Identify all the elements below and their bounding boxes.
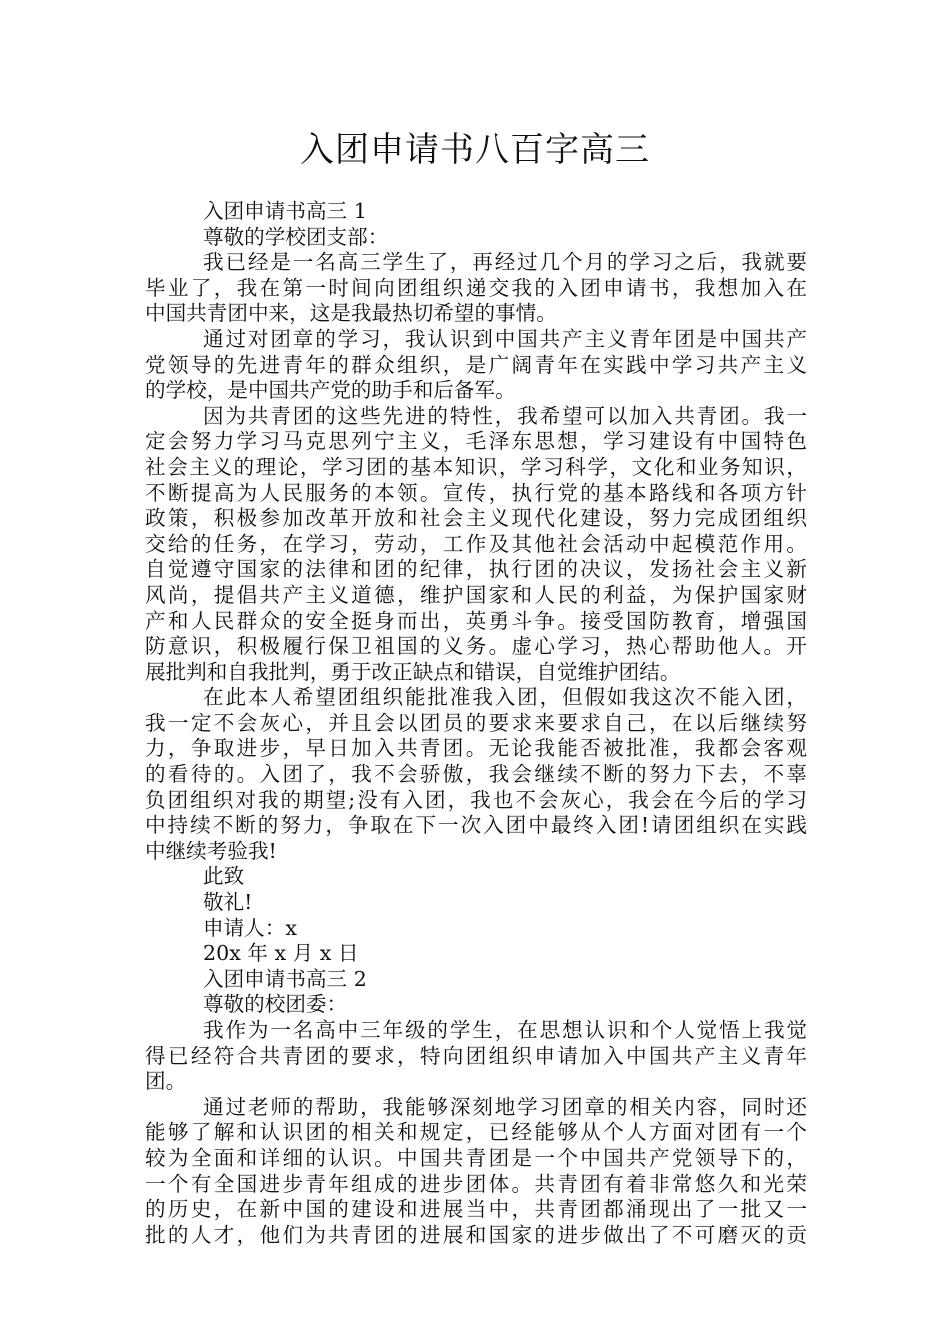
- text-line: 得已经符合共青团的要求，特向团组织申请加入中国共产主义青年: [145, 1043, 807, 1068]
- document-body: [145, 199, 807, 1248]
- text-line: 我作为一名高中三年级的学生，在思想认识和个人觉悟上我觉: [203, 1018, 807, 1042]
- text-line: 申请人：x: [203, 915, 297, 940]
- text-line: 在此本人希望团组织能批准我入团，但假如我这次不能入团，: [203, 685, 807, 710]
- text-line: 党领导的先进青年的群众组织，是广阔青年在实践中学习共产主义: [145, 352, 807, 377]
- text-line: 一个有全国进步青年组成的进步团体。共青团有着非常悠久和光荣: [145, 1171, 807, 1196]
- text-line: 入团申请书高三 1: [203, 199, 367, 223]
- text-line: 20x 年 x 月 x 日: [203, 941, 359, 966]
- text-line: 我已经是一名高三学生了，再经过几个月的学习之后，我就要: [203, 250, 807, 275]
- text-line: 较为全面和详细的认识。中国共青团是一个中国共产党领导下的，: [145, 1145, 807, 1170]
- text-line: 入团申请书高三 2: [203, 966, 367, 991]
- text-line: 社会主义的理论，学习团的基本知识，学习科学，文化和业务知识，: [145, 454, 807, 479]
- text-line: 尊敬的学校团支部：: [203, 224, 389, 249]
- text-line: 能够了解和认识团的相关和规定，已经能够从个人方面对团有一个: [145, 1120, 807, 1145]
- text-line: 的看待的。入团了，我不会骄傲，我会继续不断的努力下去，不辜: [145, 762, 807, 787]
- text-line: 团。: [145, 1069, 187, 1094]
- text-line: 毕业了，我在第一时间向团组织递交我的入团申请书，我想加入在: [145, 275, 807, 300]
- text-line: 政策，积极参加改革开放和社会主义现代化建设，努力完成团组织: [145, 506, 807, 531]
- text-line: 此致: [203, 864, 245, 889]
- text-line: 不断提高为人民服务的本领。宣传，执行党的基本路线和各项方针: [145, 480, 807, 505]
- text-line: 通过老师的帮助，我能够深刻地学习团章的相关内容，同时还: [203, 1094, 807, 1119]
- text-line: 定会努力学习马克思列宁主义，毛泽东思想，学习建设有中国特色: [145, 429, 807, 454]
- text-line: 的学校，是中国共产党的助手和后备军。: [145, 378, 516, 403]
- text-line: 尊敬的校团委：: [203, 992, 348, 1017]
- text-line: 风尚，提倡共产主义道德，维护国家和人民的利益，为保护国家财: [145, 582, 807, 607]
- text-line: 负团组织对我的期望;没有入团，我也不会灰心，我会在今后的学习: [145, 787, 807, 812]
- text-line: 中继续考验我!: [145, 838, 277, 863]
- text-line: 通过对团章的学习，我认识到中国共产主义青年团是中国共产: [203, 326, 807, 351]
- text-line: 力，争取进步，早日加入共青团。无论我能否被批准，我都会客观: [145, 736, 807, 761]
- document-title: 入团申请书八百字高三: [300, 130, 650, 170]
- text-line: 展批判和自我批判，勇于改正缺点和错误，自觉维护团结。: [145, 659, 681, 684]
- text-line: 中国共青团中来，这是我最热切希望的事情。: [145, 301, 557, 326]
- text-line: 因为共青团的这些先进的特性，我希望可以加入共青团。我一: [203, 403, 807, 428]
- text-line: 自觉遵守国家的法律和团的纪律，执行团的决议，发扬社会主义新: [145, 557, 807, 582]
- text-line: 防意识，积极履行保卫祖国的义务。虚心学习，热心帮助他人。开: [145, 634, 807, 659]
- text-line: 交给的任务，在学习，劳动，工作及其他社会活动中起模范作用。: [145, 531, 807, 556]
- text-line: 批的人才，他们为共青团的进展和国家的进步做出了不可磨灭的贡: [145, 1222, 807, 1247]
- text-line: 我一定不会灰心，并且会以团员的要求来要求自己，在以后继续努: [145, 710, 807, 735]
- text-line: 产和人民群众的安全挺身而出，英勇斗争。接受国防教育，增强国: [145, 608, 807, 633]
- text-line: 的历史，在新中国的建设和进展当中，共青团都涌现出了一批又一: [145, 1197, 807, 1222]
- text-line: 中持续不断的努力，争取在下一次入团中最终入团!请团组织在实践: [145, 813, 807, 838]
- text-line: 敬礼!: [203, 890, 253, 915]
